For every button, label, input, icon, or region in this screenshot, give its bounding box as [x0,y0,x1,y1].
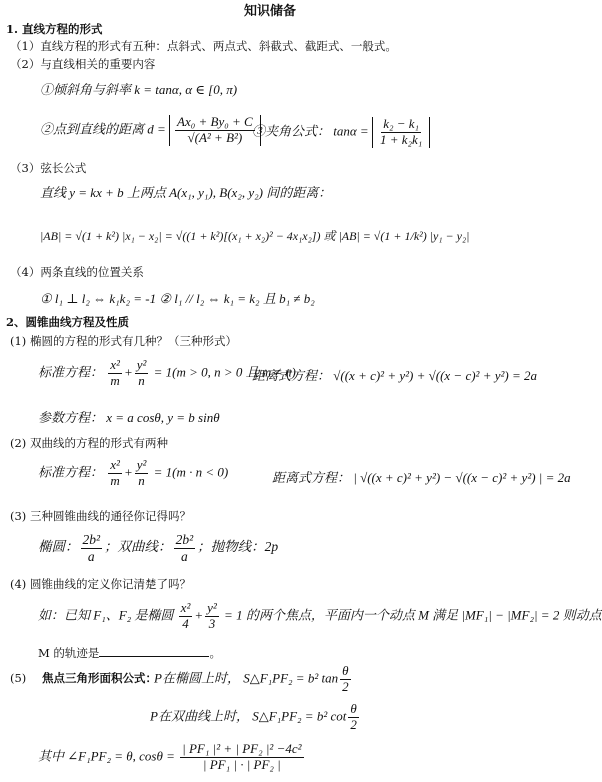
latus-ellipse-label: 椭圆： [38,539,79,555]
q3: (3) 三种圆锥曲线的通径你记得吗？ [10,509,191,523]
q1: (1) 椭圆的方程的形式有几种？（三种形式） [10,334,237,348]
angle-numerator: k₂ − k₁ [383,116,420,131]
latus-hyper-label: ；双曲线： [104,539,172,555]
distance-formula [40,115,261,146]
section-2-heading: 2、圆锥曲线方程及性质 [6,315,130,329]
q5-last-numerator: | PF₁ |² + | PF₂ |² −4c² [182,741,302,756]
s1-p2: （2）与直线相关的重要内容 [10,57,156,71]
ellipse-parametric: 参数方程： x = a cosθ, y = b sinθ [38,410,220,425]
line-relations: ① l₁ ⊥ l₂ ⇔ k₁k₂ = -1 ② l₁ // l₂ ⇔ k₁ = k₂ 且 b₁ ≠ b₂ [40,291,315,306]
distance-denominator: √(A² + B²) [187,129,243,145]
def-end: 。 [209,646,221,660]
distance-numerator: Ax₀ + By₀ + C [177,114,253,129]
q5-hyper-text: P在双曲线上时， S△F₁PF₂ = b² cot [150,708,347,724]
angle-denominator: 1 + k₂k₁ [379,131,423,147]
focal-angle-formula [38,742,306,773]
q5 [10,672,157,686]
q5-last-text: 其中 ∠F₁PF₂ = θ, cosθ = [38,748,175,764]
ellipse-standard: 标准方程： $\frac{\text{x²}}{m}$ + $\frac{\text{y²}}{n}$ = 1(m > 0, n > 0 且 m ≠ n) [38,357,296,388]
ellipse-std-label: 标准方程： [38,364,104,380]
section-1-heading: 1. 直线方程的形式 [6,22,103,36]
page-title: 知识储备 [244,4,297,19]
q4: (4) 圆锥曲线的定义你记清楚了吗？ [10,577,191,591]
q5-ellipse-text: P在椭圆上时， S△F₁PF₂ = b² tan [154,670,339,686]
q5-last-denominator: | PF₁ | · | PF₂ | [202,756,281,772]
latus-parabola: ；抛物线：2p [197,539,279,555]
ellipse-distance: 距离式方程： √((x + c)² + y²) + √((x − c)² + y²) = 2a [252,368,537,383]
focal-area-ellipse: P在椭圆上时， S△F₁PF₂ = b² tan $\frac{\theta}{2}$ [154,663,349,694]
def-text-b: = 1 的两个焦点，平面内一个动点 M 满足 |MF₁| − |MF₂| = 2 则动点 [224,607,602,623]
s1-p3: （3）弦长公式 [10,161,87,175]
definition-example: 如：已知 F₁、F₂ 是椭圆 $\frac{\text{x²}}{4}$ + $\frac{\text{y²}}{3}$ = 1 的两个焦点，平面内一个动点 M 满足 |MF₁| − |MF₂| = 2 则动点 [38,600,602,631]
chord-formula: |AB| = √(1 + k²) |x₁ − x₂| = √((1 + k²)[(x₁ + x₂)² − 4x₁x₂]) 或 |AB| = √(1 + 1/k²) |y₁ − y₂| [40,229,470,243]
s1-p4: （4）两条直线的位置关系 [10,265,144,279]
def-text-a: 如：已知 F₁、F₂ 是椭圆 [38,607,174,623]
angle-label: ③夹角公式： tanα = [252,123,369,139]
definition-answer [38,646,221,661]
answer-blank[interactable] [99,646,209,657]
ellipse-std-condition: = 1(m > 0, n > 0 且 m ≠ n) [153,364,296,380]
hyper-std-condition: = 1(m · n < 0) [153,464,229,480]
angle-formula [252,117,430,148]
angle-fraction [372,117,430,148]
chord-intro: 直线 y = kx + b 上两点 A(x₁, y₁), B(x₂, y₂) 间的距离： [40,185,332,200]
def-text-c: M 的轨迹是 [38,646,100,660]
distance-label: ②点到直线的距离 d = [40,121,166,137]
hyper-std-label: 标准方程： [38,464,104,480]
slope-formula: ①倾斜角与斜率 k = tanα, α ∈ [0, π) [40,82,238,97]
q2: (2) 双曲线的方程的形式有两种 [10,436,168,450]
focal-area-hyperbola: P在双曲线上时， S△F₁PF₂ = b² cot $\frac{\theta}{2}$ [150,701,357,732]
latus-rectum: 椭圆： $\frac{\text{2b²}}{a}$ ；双曲线： $\frac{\text{2b²}}{a}$ ；抛物线：2p [38,532,279,564]
s1-p1: （1）直线方程的形式有五种：点斜式、两点式、斜截式、截距式、一般式。 [10,39,397,53]
hyperbola-standard: 标准方程： $\frac{\text{x²}}{m}$ + $\frac{\text{y²}}{n}$ = 1(m · n < 0) [38,457,229,488]
q5-heading: 焦点三角形面积公式： [41,671,157,685]
q5-number: (5) [10,671,27,685]
distance-fraction [169,115,261,146]
hyperbola-distance: 距离式方程： | √((x + c)² + y²) − √((x − c)² + y²) | = 2a [272,470,571,485]
